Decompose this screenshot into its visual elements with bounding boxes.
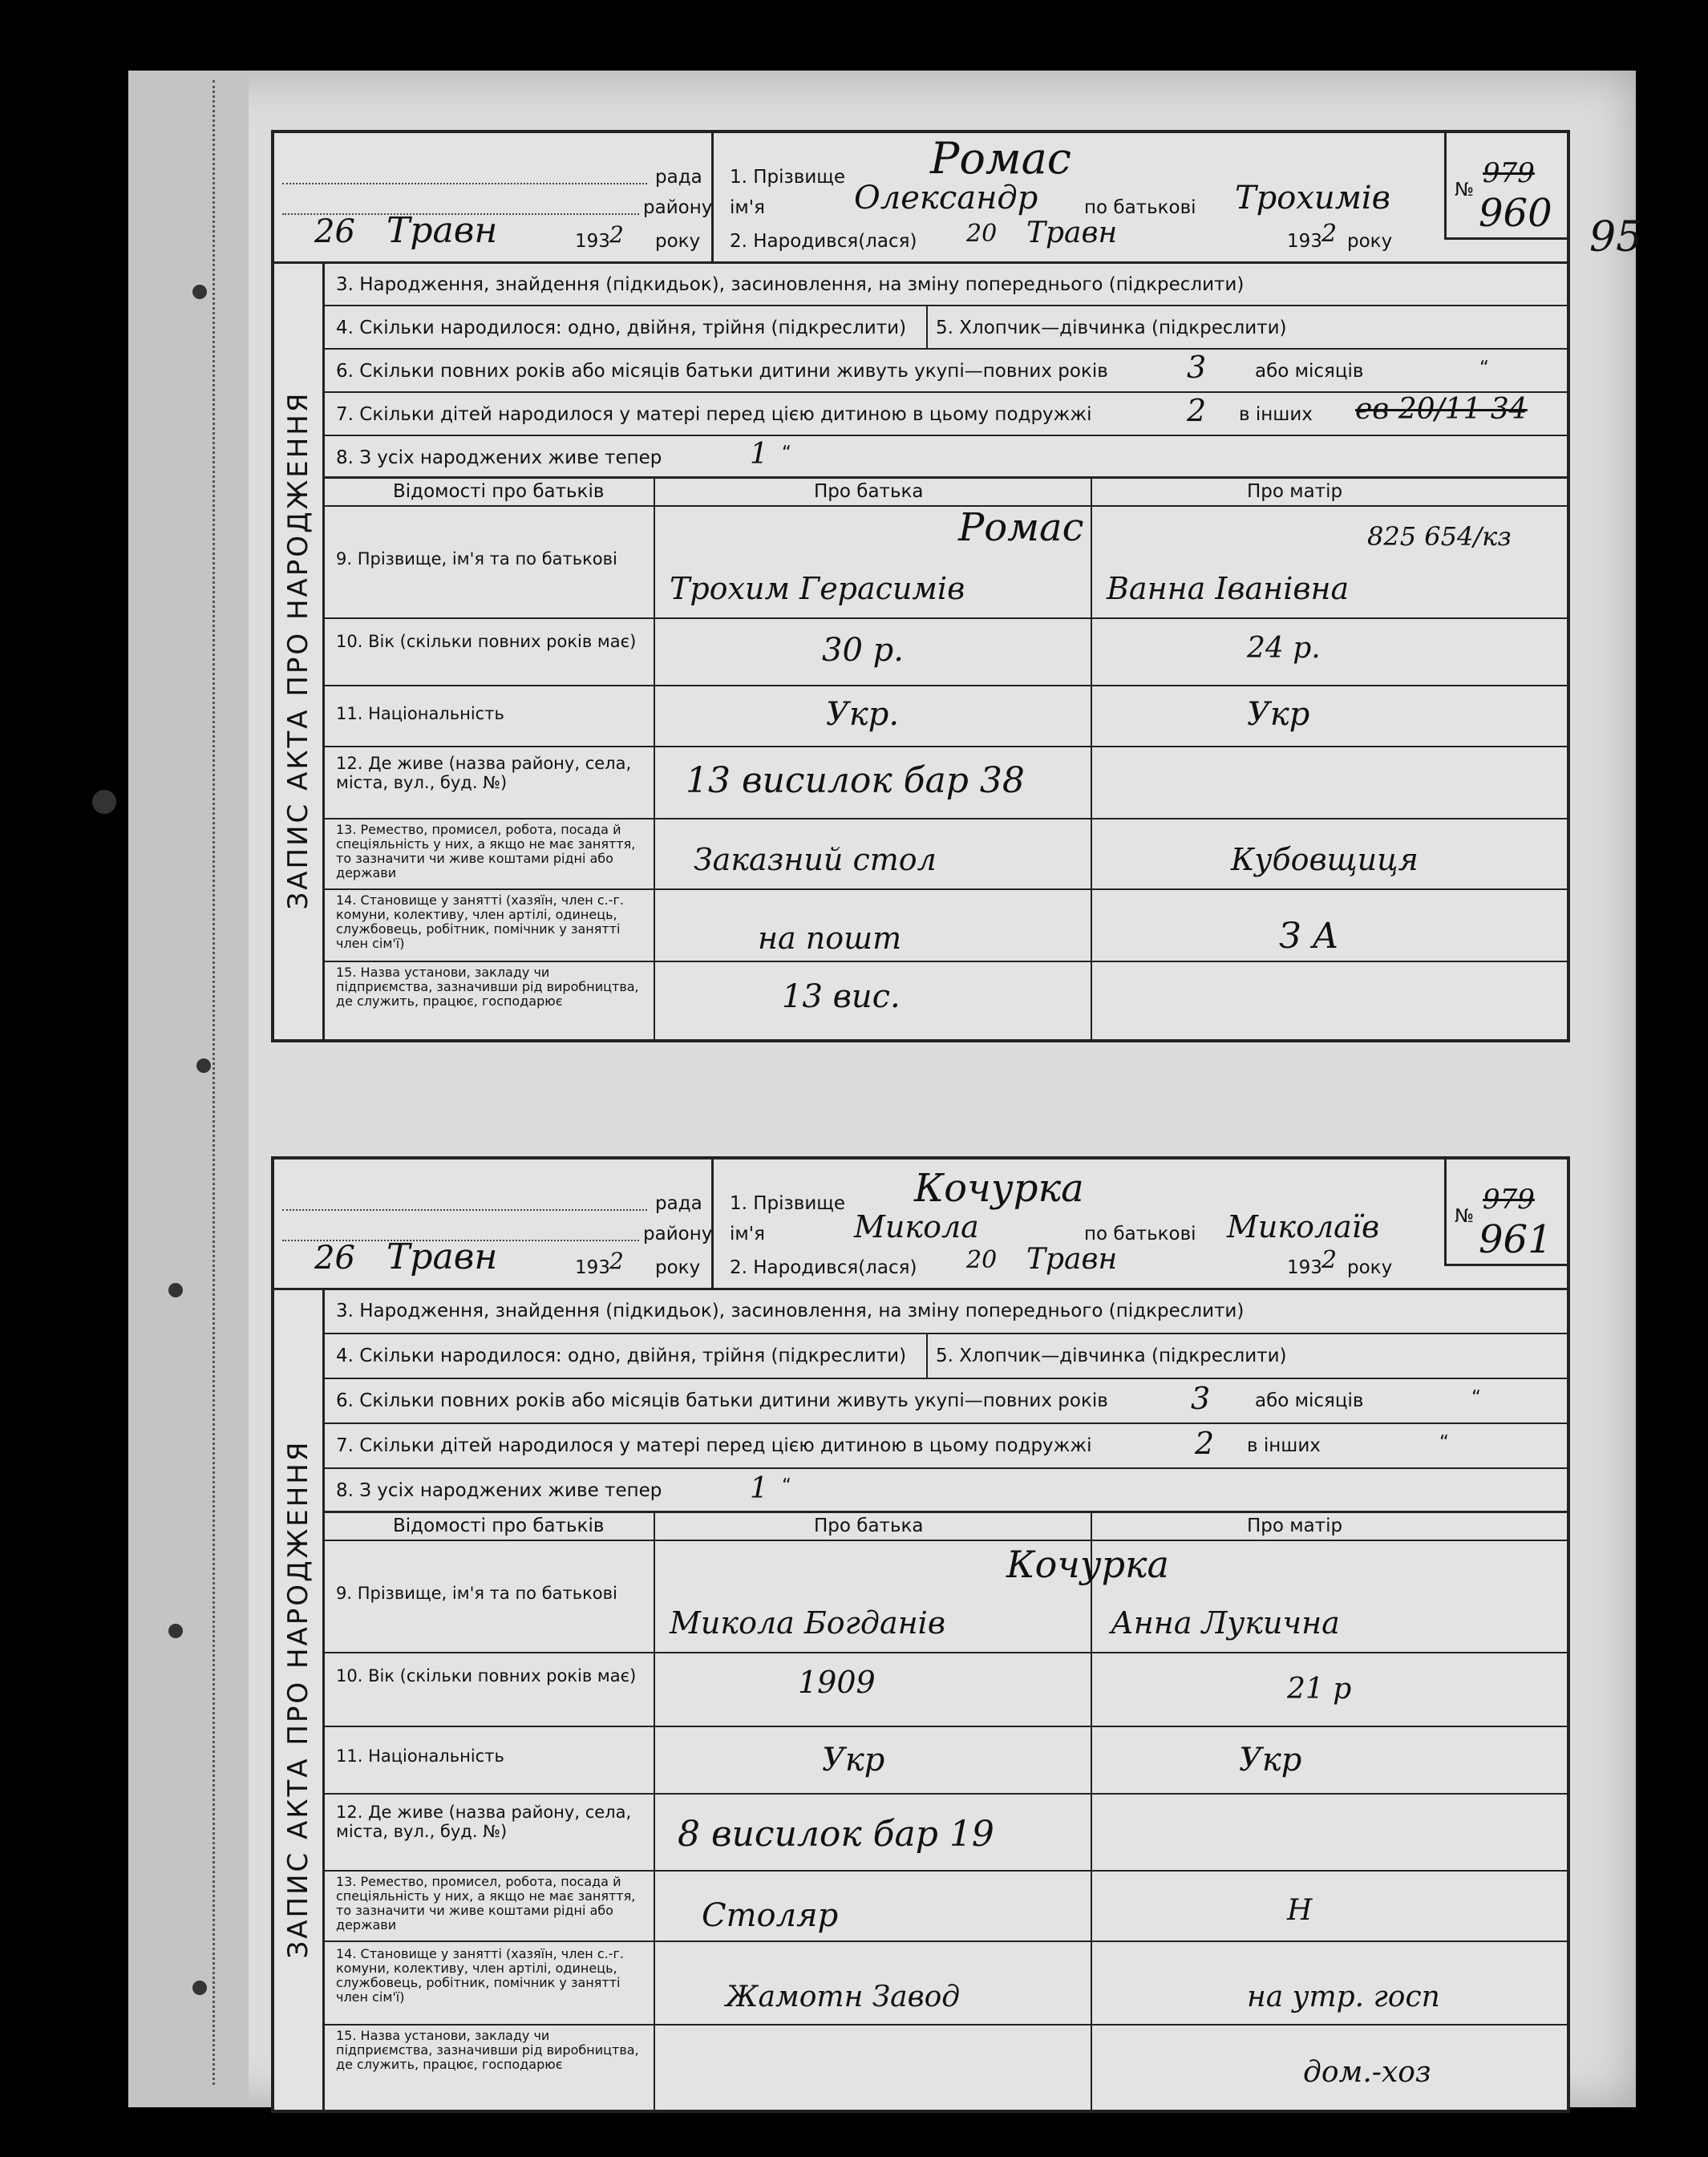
- row-q3: 3. Народження, знайдення (підкидьок), засиновлення, на зміну попереднього (підкреслити): [325, 261, 1567, 306]
- row-r14: 14. Становище у занятті (хазяїн, член с.-г. комуни, колективу, член артілі, одинець, службовець, робітник, помічник у занятті член сім'ї) Жамотн Завод на утр. госп: [325, 1940, 1567, 2025]
- reg-year-suffix: 2: [609, 221, 624, 248]
- child-name: Микола: [854, 1209, 979, 1244]
- row-r14: 14. Становище у занятті (хазяїн, член с.-г. комуни, колективу, член артілі, одинець, службовець, робітник, помічник у занятті член сім'ї) на пошт З А: [325, 888, 1567, 962]
- child-patronymic: Трохимів: [1235, 180, 1390, 217]
- record-header: [274, 1159, 1567, 1290]
- child-identity-block: [714, 1159, 1410, 1288]
- row-r13: 13. Ремество, промисел, робота, посада й спеціяльність у них, а якщо не має заняття, то зазначити чи живе коштами рідні або держави Заказний стол Кубовщиця: [325, 818, 1567, 890]
- born-year-prefix: 193: [1287, 1257, 1322, 1278]
- row-r12: 12. Де живе (назва району, села, міста, вул., буд. №) 13 висилок бар 38: [325, 746, 1567, 819]
- record-header: [274, 133, 1643, 264]
- name-label: ім'я: [730, 197, 765, 218]
- reg-month: Травн: [387, 210, 498, 251]
- born-rik-label: року: [1347, 1257, 1393, 1278]
- row-r15: 15. Назва установи, закладу чи підприємства, зазначивши рід виробництва, де служить, працює, господарює 13 вис.: [336, 965, 901, 1015]
- record-number-box: [1444, 133, 1567, 240]
- born-year-suffix: 2: [1321, 1246, 1338, 1274]
- registration-date-block: [274, 133, 714, 261]
- rik-label: року: [655, 231, 701, 252]
- row-q8: 8. З усіх народжених живе тепер 1 “: [325, 1467, 1567, 1513]
- born-day: 20: [966, 1246, 998, 1274]
- raion-label: району: [643, 1224, 713, 1244]
- parents-table: [325, 1511, 1567, 2110]
- reg-year-suffix: 2: [609, 1248, 624, 1274]
- child-patronymic: Миколаїв: [1227, 1209, 1380, 1244]
- child-surname: Ромас: [930, 133, 1072, 184]
- number-sign: №: [1455, 180, 1474, 200]
- reg-month: Травн: [387, 1236, 498, 1277]
- parents-table: [325, 476, 1567, 1039]
- row-q8: 8. З усіх народжених живе тепер 1 “: [325, 435, 1567, 479]
- born-label: 2. Народився(лася): [730, 1257, 917, 1278]
- number-old: 979: [1483, 157, 1535, 189]
- record-number-box: [1444, 1159, 1567, 1266]
- row-q4-q5: 4. Скільки народилося: одно, двійня, трійня (підкреслити) 5. Хлопчик—дівчинка (підкреслити): [325, 1333, 1567, 1379]
- row-q4-q5: 4. Скільки народилося: одно, двійня, трійня (підкреслити) 5. Хлопчик—дівчинка (підкреслити): [325, 305, 1567, 350]
- margin-note: 95: [1589, 213, 1643, 261]
- patronymic-label: по батькові: [1084, 197, 1196, 218]
- rada-label: рада: [655, 1193, 702, 1214]
- born-label: 2. Народився(лася): [730, 231, 917, 252]
- born-rik-label: року: [1347, 231, 1393, 252]
- child-name: Олександр: [854, 180, 1038, 217]
- row-r11: 11. Національність Укр. Укр: [325, 685, 1567, 747]
- reg-day: 26: [314, 213, 355, 250]
- row-r9: 9. Прізвище, ім'я та по батькові Ромас 825 654/кз Трохим Герасимів Ванна Іванівна: [325, 505, 1567, 619]
- row-q6: 6. Скільки повних років або місяців батьки дитини живуть укупі—повних років 3 або місяців “: [325, 348, 1567, 393]
- rada-label: рада: [655, 167, 702, 188]
- name-label: ім'я: [730, 1224, 765, 1244]
- row-r9: 9. Прізвище, ім'я та по батькові Кочурка Микола Богданів Анна Лукична: [325, 1540, 1567, 1653]
- parents-header: Відомості про батьків Про батька Про матір: [325, 1511, 1567, 1541]
- registration-date-block: [274, 1159, 714, 1288]
- row-r10: 10. Вік (скільки повних років має) 1909 21 р: [325, 1652, 1567, 1727]
- row-q7: 7. Скільки дітей народилося у матері перед цією дитиною в цьому подружжі 2 в інших ев 20/11 34: [325, 391, 1567, 436]
- number-new: 960: [1479, 191, 1552, 236]
- birth-record-1: [271, 130, 1643, 1042]
- surname-label: 1. Прізвище: [730, 1193, 846, 1214]
- patronymic-label: по батькові: [1084, 1224, 1196, 1244]
- birth-record-2: [271, 1156, 1570, 2113]
- child-identity-block: [714, 133, 1410, 261]
- number-old: 979: [1483, 1184, 1535, 1216]
- number-sign: №: [1455, 1206, 1474, 1227]
- born-month: Травн: [1026, 1243, 1118, 1276]
- row-r13: 13. Ремество, промисел, робота, посада й спеціяльність у них, а якщо не має заняття, то зазначити чи живе коштами рідні або держави Столяр Н: [325, 1870, 1567, 1942]
- born-year-suffix: 2: [1321, 220, 1338, 248]
- side-title: ЗАПИС АКТА ПРО НАРОДЖЕННЯ: [274, 1288, 325, 2110]
- parents-header: Відомості про батьків Про батька Про матір: [325, 476, 1567, 507]
- perforation-line: [212, 80, 247, 2085]
- row-r12: 12. Де живе (назва району, села, міста, вул., буд. №) 8 висилок бар 19: [325, 1793, 1567, 1872]
- row-r15: 15. Назва установи, закладу чи підприємства, зазначивши рід виробництва, де служить, працює, господарює дом.-хоз: [336, 2028, 1431, 2089]
- surname-label: 1. Прізвище: [730, 167, 846, 188]
- born-day: 20: [966, 220, 998, 248]
- row-q6: 6. Скільки повних років або місяців батьки дитини живуть укупі—повних років 3 або місяців “: [325, 1378, 1567, 1424]
- row-q7: 7. Скільки дітей народилося у матері перед цією дитиною в цьому подружжі 2 в інших “: [325, 1422, 1567, 1469]
- child-surname: Кочурка: [914, 1166, 1084, 1211]
- side-title: ЗАПИС АКТА ПРО НАРОДЖЕННЯ: [274, 261, 325, 1039]
- row-r11: 11. Національність Укр Укр: [325, 1726, 1567, 1795]
- reg-year-prefix: 193: [575, 231, 610, 252]
- row-q3: 3. Народження, знайдення (підкидьок), засиновлення, на зміну попереднього (підкреслити): [325, 1288, 1567, 1334]
- reg-day: 26: [314, 1240, 355, 1277]
- reg-year-prefix: 193: [575, 1257, 610, 1278]
- rik-label: року: [655, 1257, 701, 1278]
- raion-label: району: [643, 197, 713, 218]
- born-month: Травн: [1026, 217, 1118, 249]
- number-new: 961: [1479, 1217, 1552, 1262]
- row-r10: 10. Вік (скільки повних років має) 30 р. 24 р.: [325, 617, 1567, 686]
- born-year-prefix: 193: [1287, 231, 1322, 252]
